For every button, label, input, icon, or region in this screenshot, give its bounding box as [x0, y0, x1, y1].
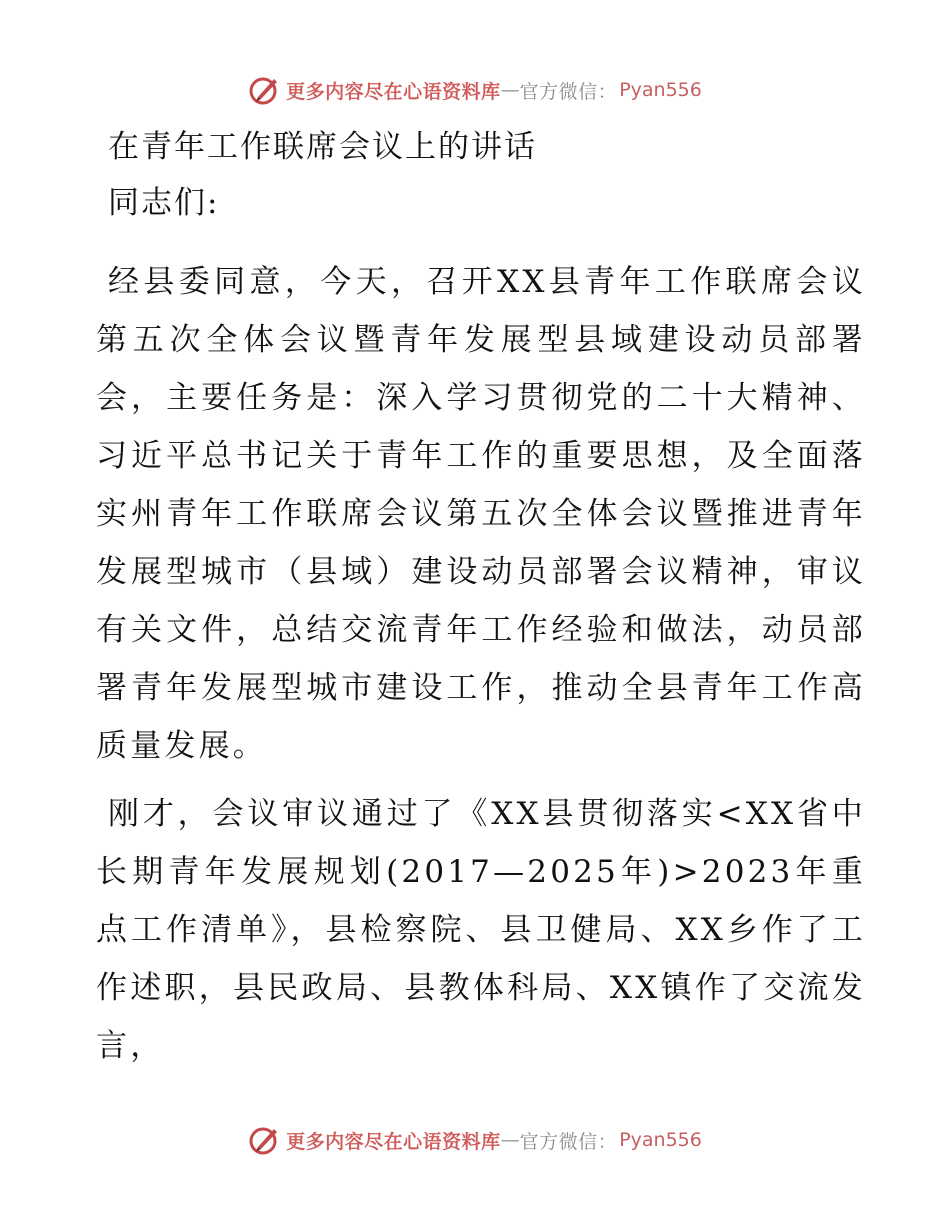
document-body [96, 125, 866, 1085]
watermark-official-label: 官方微信： [519, 80, 618, 103]
footer-watermark [0, 1120, 950, 1160]
watermark-wechat-id: Pyan556 [619, 1129, 702, 1151]
watermark-official-label: 官方微信： [519, 1130, 618, 1153]
watermark-wechat-id: Pyan556 [619, 79, 702, 101]
watermark-brand: 更多内容尽在心语资料库 [286, 1130, 501, 1153]
document-greeting: 同志们: [108, 185, 220, 221]
watermark-dash: — [500, 1129, 520, 1151]
quill-pen-circle-icon [248, 1123, 282, 1157]
header-watermark [0, 70, 950, 110]
paragraph-1: 经县委同意，今天，召开XX县青年工作联席会议第五次全体会议暨青年发展型县域建设动员部署会，主要任务是：深入学习贯彻党的二十大精神、习近平总书记关于青年工作的重要思想，及全面落实州青年工作联席会议第五次全体会议暨推进青年发展型城市（县域）建设动员部署会议精神，审议有关文件，总结交流青年工作经验和做法，动员部署青年发展型城市建设工作，推动全县青年工作高质量发展。 [96, 264, 866, 764]
document-title: 在青年工作联席会议上的讲话 [108, 129, 537, 165]
watermark-dash: — [500, 79, 520, 101]
quill-pen-circle-icon [248, 73, 282, 107]
watermark-brand: 更多内容尽在心语资料库 [286, 80, 501, 103]
paragraph-2: 刚才，会议审议通过了《XX县贯彻落实<XX省中长期青年发展规划(2017—2025年)>2023年重点工作清单》，县检察院、县卫健局、XX乡作了工作述职，县民政局、县教体科局、XX镇作了交流发言， [96, 796, 866, 1064]
